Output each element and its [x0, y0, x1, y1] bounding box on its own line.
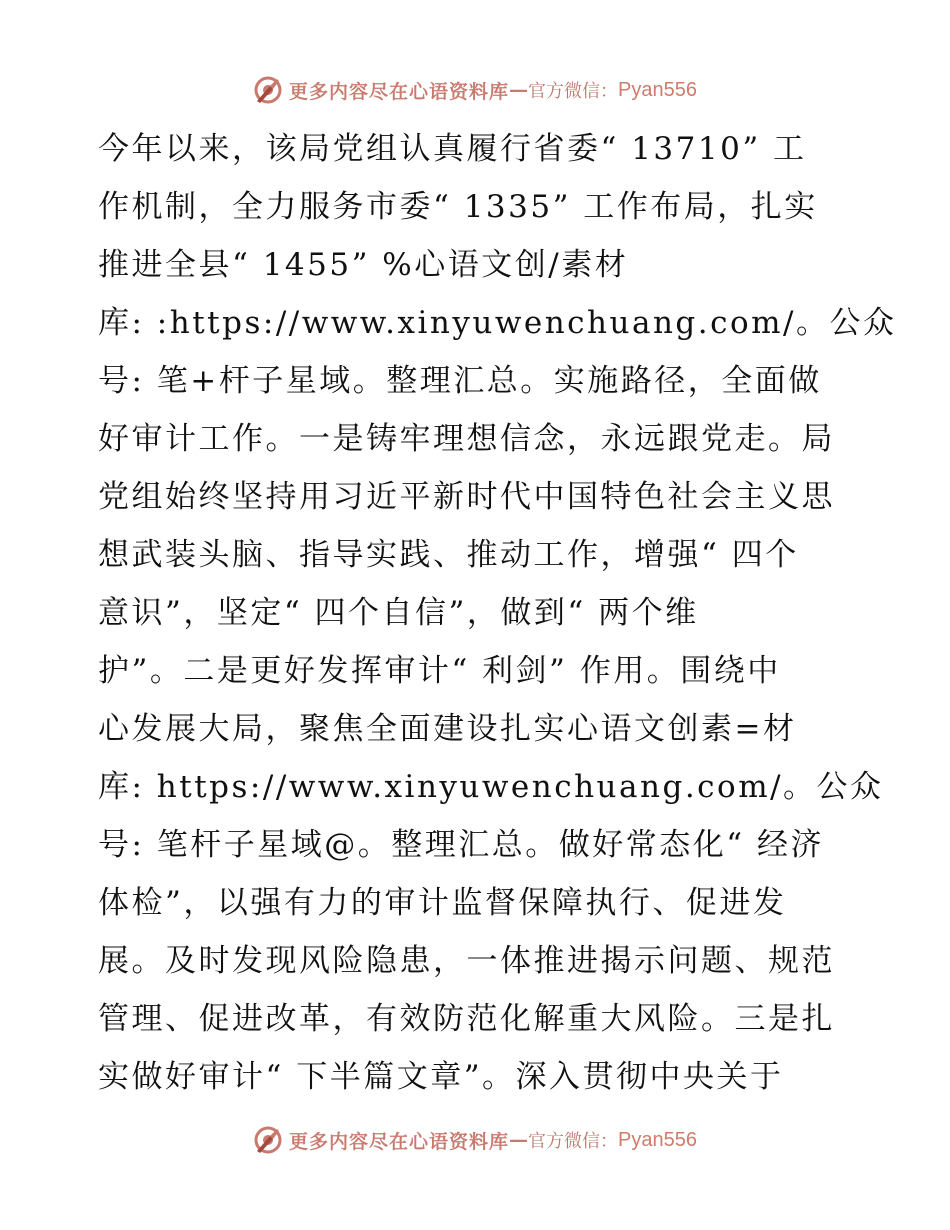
body-line: 体检”，以强有力的审计监督保障执行、促进发	[98, 885, 787, 921]
body-line: 号: 笔杆子星域@。整理汇总。做好常态化“ 经济	[98, 827, 824, 863]
body-line: 库: :https://www.xinyuwenchuang.com/。公众	[98, 305, 897, 341]
body-line: 管理、促进改革，有效防范化解重大风险。三是扎	[98, 1001, 835, 1037]
header-banner	[0, 70, 950, 110]
body-line: 党组始终坚持用习近平新时代中国特色社会主义思	[98, 479, 835, 515]
header-wechat-label: 官方微信：	[528, 81, 619, 102]
footer-wechat-id: Pyan556	[618, 1128, 697, 1151]
header-banner-text: 更多内容尽在心语资料库	[289, 80, 510, 103]
body-line: 护”。二是更好发挥审计“ 利剑” 作用。围绕中	[98, 653, 781, 689]
footer-banner-text: 更多内容尽在心语资料库	[289, 1130, 510, 1153]
body-line: 心发展大局，聚焦全面建设扎实心语文创素=材	[98, 711, 797, 747]
body-line: 作机制，全力服务市委“ 1335” 工作布局，扎实	[98, 189, 818, 225]
body-line: 想武装头脑、指导实践、推动工作，增强“ 四个	[98, 537, 799, 573]
pen-logo-icon	[253, 1125, 283, 1155]
body-line: 推进全县“ 1455” %心语文创/素材	[98, 247, 629, 283]
footer-wechat-label: 官方微信：	[528, 1131, 619, 1152]
body-line: 意识”，坚定“ 四个自信”，做到“ 两个维	[98, 595, 699, 631]
footer-banner-separator: —	[509, 1129, 529, 1151]
pen-logo-icon	[253, 75, 283, 105]
body-line: 展。及时发现风险隐患，一体推进揭示问题、规范	[98, 943, 835, 979]
body-line: 好审计工作。一是铸牢理想信念，永远跟党走。局	[98, 421, 835, 457]
header-banner-separator: —	[509, 79, 529, 101]
body-line: 号: 笔+杆子星域。整理汇总。实施路径，全面做	[98, 363, 822, 399]
body-line: 今年以来，该局党组认真履行省委“ 13710” 工	[98, 131, 807, 167]
body-line: 实做好审计“ 下半篇文章”。深入贯彻中央关于	[98, 1059, 784, 1095]
header-wechat-id: Pyan556	[618, 78, 697, 101]
footer-banner	[0, 1120, 950, 1160]
body-line: 库: https://www.xinyuwenchuang.com/。公众	[98, 769, 884, 805]
document-body	[98, 120, 897, 1106]
